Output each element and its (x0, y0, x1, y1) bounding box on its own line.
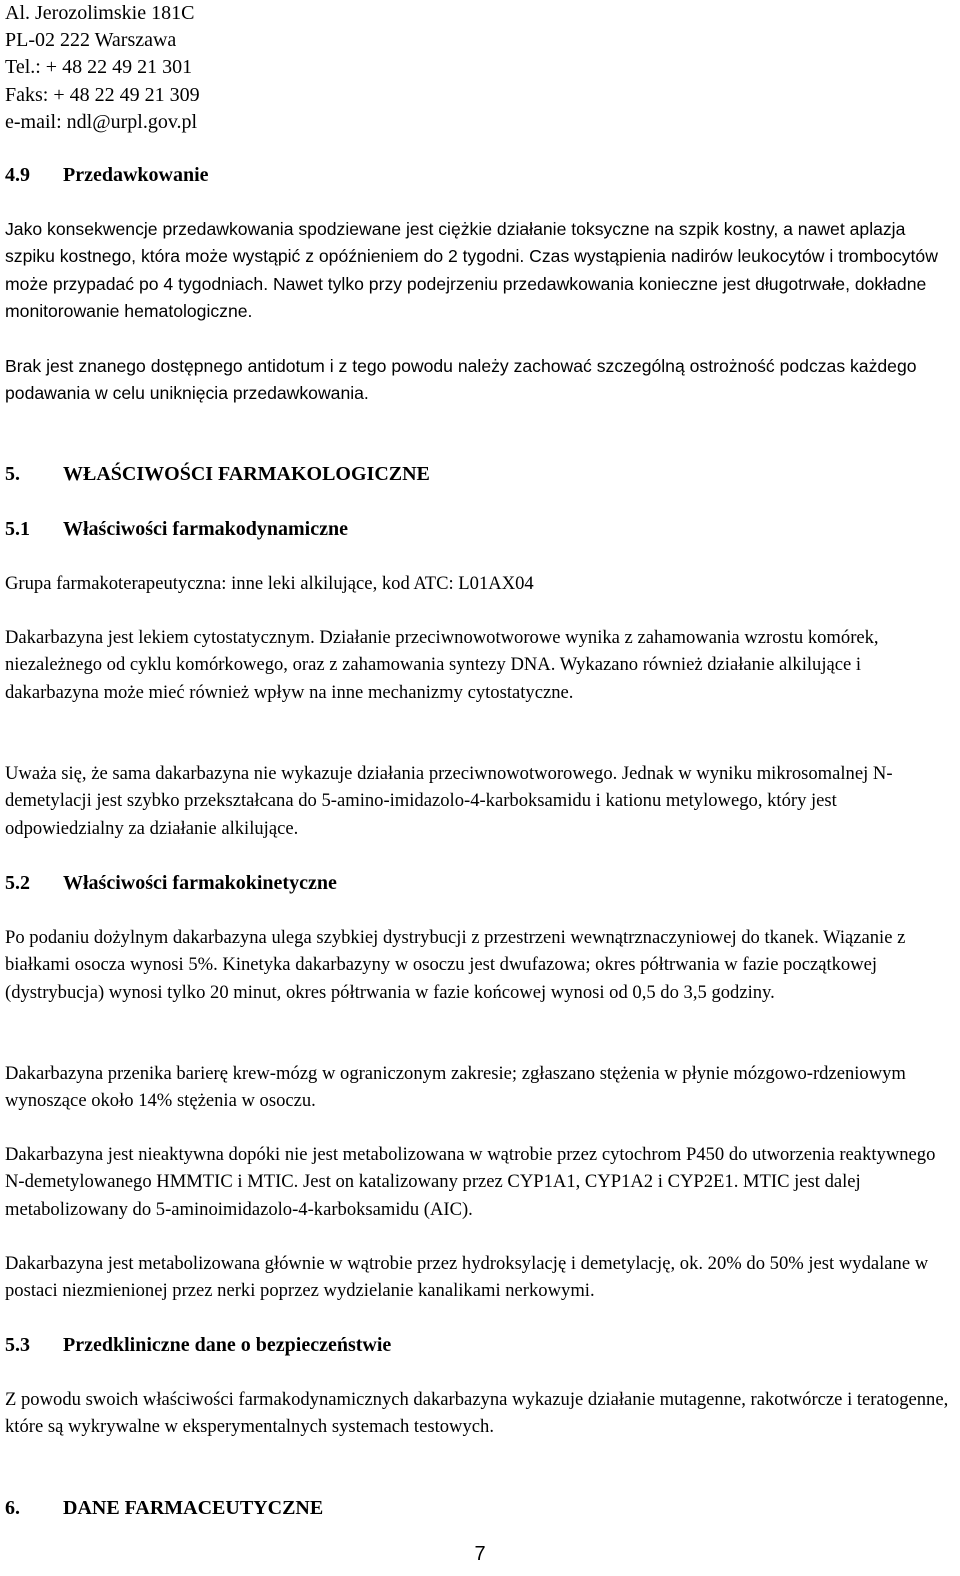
section-5-2-body-4 (5, 1250, 955, 1305)
section-4-9-body (5, 216, 955, 325)
heading-number: 5.3 (5, 1334, 30, 1356)
document-page (5, 0, 955, 1576)
heading-5-2 (5, 870, 955, 897)
address-email: e-mail: ndl@urpl.gov.pl (5, 110, 198, 133)
heading-number: 5. (5, 463, 20, 485)
address-fax: Faks: + 48 22 49 21 309 (5, 83, 200, 106)
heading-5-3 (5, 1332, 955, 1359)
heading-number: 5.1 (5, 518, 30, 540)
atc-code-line (5, 570, 955, 597)
heading-title: WŁAŚCIWOŚCI FARMAKOLOGICZNE (63, 463, 430, 485)
section-5-2-body-2 (5, 1060, 955, 1115)
heading-number: 5.2 (5, 872, 30, 894)
heading-5-1 (5, 516, 955, 543)
address-street: Al. Jerozolimskie 181C (5, 2, 195, 24)
paragraph: Z powodu swoich właściwości farmakodynamicznych dakarbazyna wykazuje działanie mutagenne, rakotwórcze i teratogenne, które są wykrywalne w eksperymentalnych systemach testowych. (5, 1389, 949, 1438)
heading-title: DANE FARMACEUTYCZNE (63, 1497, 324, 1519)
paragraph: Po podaniu dożylnym dakarbazyna ulega szybkiej dystrybucji z przestrzeni wewnątrznaczyniowej do tkanek. Wiązanie z białkami osocza wynosi 5%. Kinetyka dakarbazyny w osoczu jest dwufazowa; okres półtrwania w fazie początkowej (dystrybucja) wynosi tylko 20 minut, okres półtrwania w fazie końcowej wynosi od 0,5 do 3,5 godziny. (5, 927, 906, 1003)
page-number: 7 (474, 1543, 486, 1565)
heading-number: 4.9 (5, 164, 30, 186)
section-4-9-body-2 (5, 353, 955, 408)
section-5-3-body (5, 1386, 955, 1441)
heading-title: Właściwości farmakokinetyczne (63, 872, 337, 894)
address-block (5, 0, 955, 136)
heading-number: 6. (5, 1497, 20, 1519)
paragraph: Grupa farmakoterapeutyczna: inne leki alkilujące, kod ATC: L01AX04 (5, 573, 534, 594)
heading-title: Właściwości farmakodynamiczne (63, 518, 348, 540)
address-phone: Tel.: + 48 22 49 21 301 (5, 56, 193, 79)
paragraph: Brak jest znanego dostępnego antidotum i z tego powodu należy zachować szczególną ostrożność podczas każdego podawania w celu uniknięcia przedawkowania. (5, 356, 917, 404)
paragraph: Jako konsekwencje przedawkowania spodziewane jest ciężkie działanie toksyczne na szpik kostny, a nawet aplazja szpiku kostnego, która może wystąpić z opóźnieniem do 2 tygodni. Czas wystąpienia nadirów leukocytów i trombocytów może przypadać po 4 tygodniach. Nawet tylko przy podejrzeniu przedawkowania konieczne jest długotrwałe, dokładne monitorowanie hematologiczne. (5, 219, 938, 321)
heading-6 (5, 1495, 955, 1522)
address-city: PL-02 222 Warszawa (5, 29, 177, 52)
paragraph: Dakarbazyna jest metabolizowana głównie w wątrobie przez hydroksylację i demetylację, ok. 20% do 50% jest wydalane w postaci niezmienionej przez nerki poprzez wydzielanie kanalikami nerkowymi. (5, 1253, 929, 1302)
paragraph: Uważa się, że sama dakarbazyna nie wykazuje działania przeciwnowotworowego. Jednak w wyniku mikrosomalnej N-demetylacji jest szybko przekształcana do 5-amino-imidazolo-4-karboksamidu i kationu metylowego, który jest odpowiedzialny za działanie alkilujące. (5, 763, 893, 839)
section-5-2-body (5, 924, 955, 1006)
paragraph: Dakarbazyna przenika barierę krew-mózg w ograniczonym zakresie; zgłaszano stężenia w płynie mózgowo-rdzeniowym wynoszące około 14% stężenia w osoczu. (5, 1063, 906, 1112)
section-5-2-body-3 (5, 1141, 955, 1223)
heading-4-9 (5, 162, 955, 189)
heading-5 (5, 461, 955, 488)
paragraph: Dakarbazyna jest lekiem cytostatycznym. Działanie przeciwnowotworowe wynika z zahamowania wzrostu komórek, niezależnego od cyklu komórkowego, oraz z zahamowania syntezy DNA. Wykazano również działanie alkilujące i dakarbazyna może mieć również wpływ na inne mechanizmy cytostatyczne. (5, 627, 879, 703)
section-5-1-body (5, 624, 955, 706)
heading-title: Przedkliniczne dane o bezpieczeństwie (63, 1334, 392, 1356)
section-5-1-body-2 (5, 760, 955, 842)
heading-title: Przedawkowanie (63, 164, 209, 186)
paragraph: Dakarbazyna jest nieaktywna dopóki nie jest metabolizowana w wątrobie przez cytochrom P450 do utworzenia reaktywnego N-demetylowanego HMMTIC i MTIC. Jest on katalizowany przez CYP1A1, CYP1A2 i CYP2E1. MTIC jest dalej metabolizowany do 5-aminoimidazolo-4-karboksamidu (AIC). (5, 1144, 936, 1220)
